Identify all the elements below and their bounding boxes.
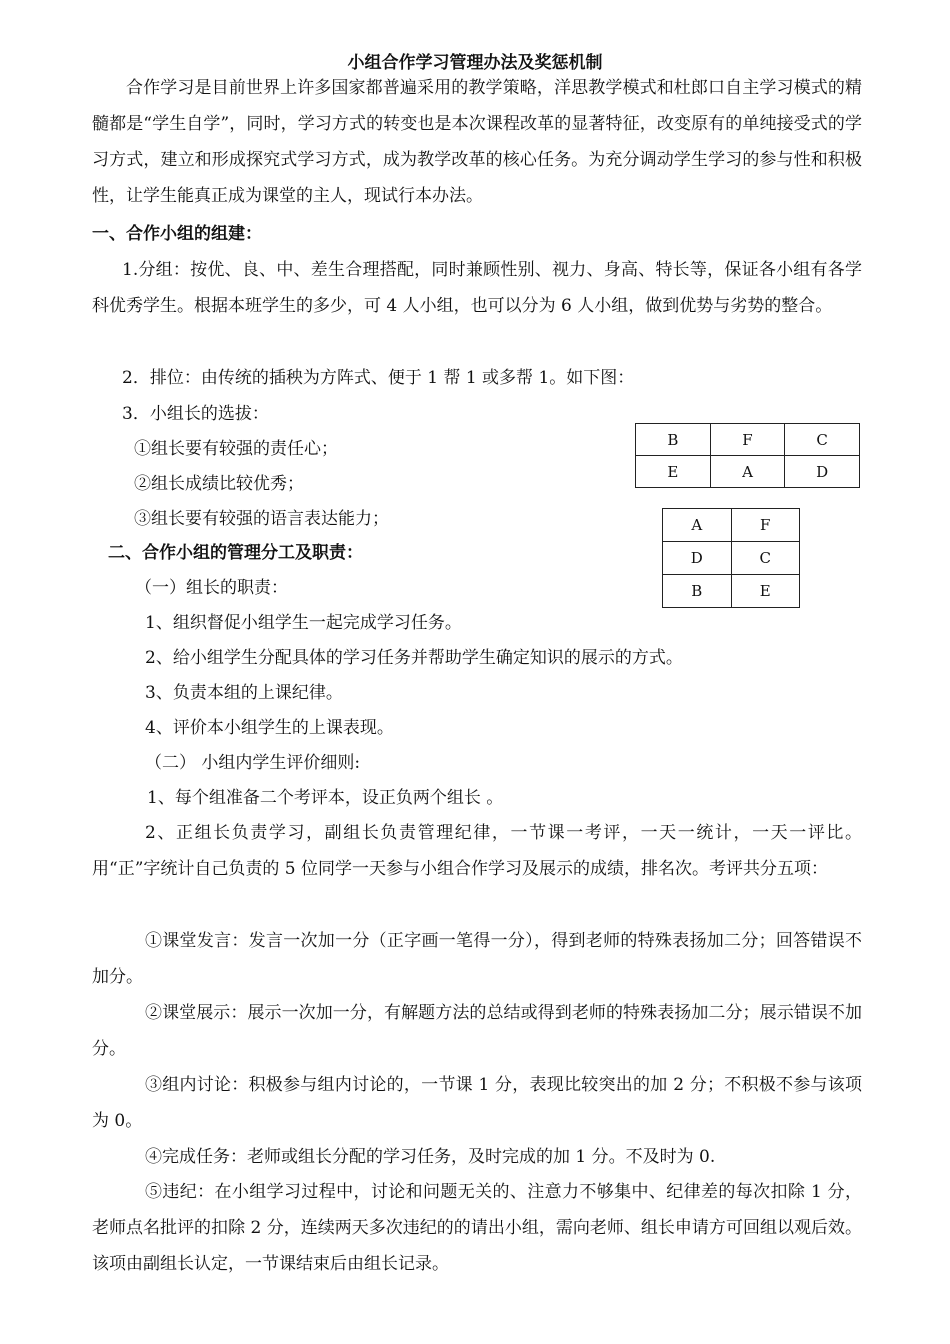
grid-cell: F <box>710 424 785 456</box>
grid-cell: C <box>731 542 800 575</box>
criterion-task: ④完成任务：老师或组长分配的学习任务，及时完成的加 1 分。不及时为 0. <box>145 1147 716 1167</box>
leader-criterion-3: ③组长要有较强的语言表达能力； <box>134 509 389 529</box>
duty-3: 3、负责本组的上课纪律。 <box>145 683 343 703</box>
duty-2: 2、给小组学生分配具体的学习任务并帮助学生确定知识的展示的方式。 <box>145 648 683 668</box>
leader-selection-line: 3．小组长的选拔： <box>122 404 269 424</box>
grid-cell: E <box>731 575 800 608</box>
leader-duties-heading: （一）组长的职责： <box>135 578 288 598</box>
grid-cell: D <box>785 456 860 488</box>
grid-cell: A <box>663 509 732 542</box>
seating-grid-rows <box>635 423 860 488</box>
seating-line: 2．排位：由传统的插秧为方阵式、便于 1 帮 1 或多帮 1。如下图： <box>122 368 635 388</box>
grid-row <box>636 424 860 456</box>
rule-1: 1、每个组准备二个考评本，设正负两个组长 。 <box>147 788 504 808</box>
criterion-discipline: ⑤违纪：在小组学习过程中，讨论和问题无关的、注意力不够集中、纪律差的每次扣除 1 分，老师点名批评的扣除 2 分，连续两天多次违纪的的请出小组，需向老师、组长申请方可回组以观后效。该项由副组长认定，一节课结束后由组长记录。 <box>92 1182 862 1274</box>
criterion-speaking: ①课堂发言：发言一次加一分（正字画一笔得一分），得到老师的特殊表扬加二分；回答错误不加分。 <box>92 931 862 987</box>
duty-4: 4、评价本小组学生的上课表现。 <box>145 718 394 738</box>
duty-1: 1、组织督促小组学生一起完成学习任务。 <box>145 613 462 633</box>
intro-paragraph: 合作学习是目前世界上许多国家都普遍采用的教学策略，洋思教学模式和杜郎口自主学习模式的精髓都是“学生自学”，同时，学习方式的转变也是本次课程改革的显著特征，改变原有的单纯接受式的学习方式，建立和形成探究式学习方式，成为教学改革的核心任务。为充分调动学生学习的参与性和积极性，让学生能真正成为课堂的主人，现试行本办法。 <box>92 78 862 206</box>
section-1-heading: 一、合作小组的组建： <box>92 224 262 244</box>
section-2-heading: 二、合作小组的管理分工及职责： <box>108 543 363 563</box>
rule-2: 2、正组长负责学习，副组长负责管理纪律，一节课一考评，一天一统计，一天一评比。用“正”字统计自己负责的 5 位同学一天参与小组合作学习及展示的成绩，排名次。考评共分五项： <box>92 823 862 879</box>
grid-cell: B <box>636 424 711 456</box>
grid-cell: F <box>731 509 800 542</box>
grid-row <box>663 575 800 608</box>
seating-grid-columns <box>662 508 800 608</box>
grid-row <box>636 456 860 488</box>
document-title: 小组合作学习管理办法及奖惩机制 <box>347 53 603 73</box>
grid-cell: D <box>663 542 732 575</box>
criterion-presentation: ②课堂展示：展示一次加一分，有解题方法的总结或得到老师的特殊表扬加二分；展示错误不加分。 <box>92 1003 862 1059</box>
leader-criterion-2: ②组长成绩比较优秀； <box>134 474 304 494</box>
grid-cell: B <box>663 575 732 608</box>
leader-criterion-1: ①组长要有较强的责任心； <box>134 439 338 459</box>
grid-cell: E <box>636 456 711 488</box>
grid-row <box>663 542 800 575</box>
grid-row <box>663 509 800 542</box>
grouping-paragraph: 1.分组：按优、良、中、差生合理搭配，同时兼顾性别、视力、身高、特长等，保证各小组有各学科优秀学生。根据本班学生的多少，可 4 人小组，也可以分为 6 人小组，做到优势与劣势的整合。 <box>92 260 862 316</box>
criterion-discussion: ③组内讨论：积极参与组内讨论的，一节课 1 分，表现比较突出的加 2 分；不积极不参与该项为 0。 <box>92 1075 862 1131</box>
grid-cell: C <box>785 424 860 456</box>
evaluation-rules-heading: （二） 小组内学生评价细则: <box>145 753 361 773</box>
grid-cell: A <box>710 456 785 488</box>
